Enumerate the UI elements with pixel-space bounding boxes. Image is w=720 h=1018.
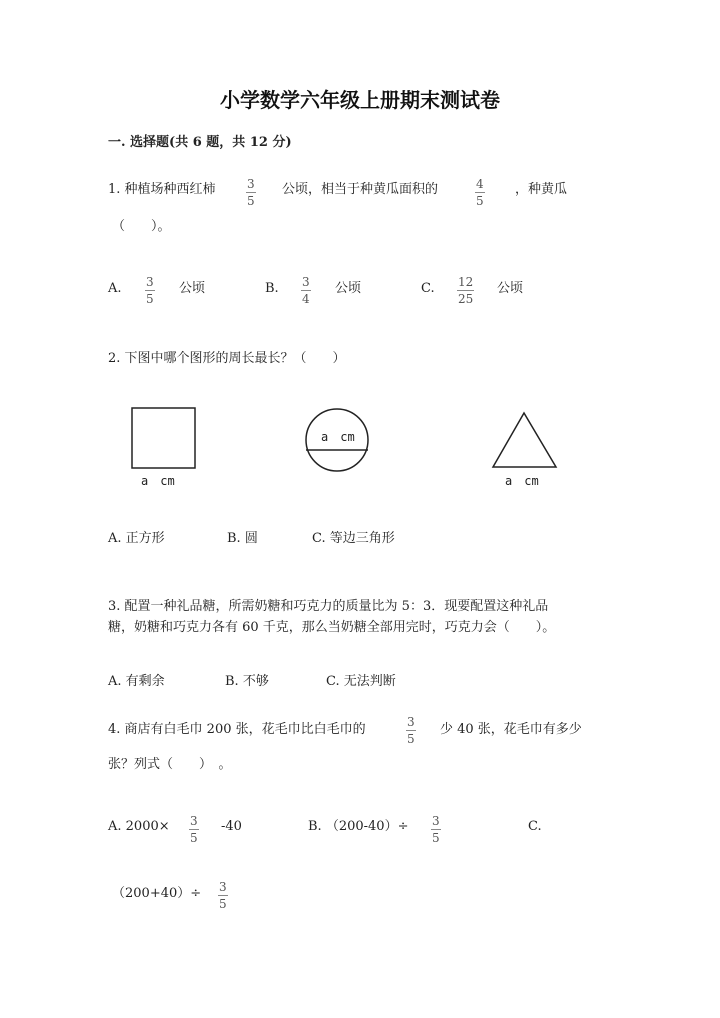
q4-option-c-text: （200+40）÷: [112, 886, 202, 901]
q4-option-a-suffix: -40: [221, 819, 242, 834]
q4-option-b-fraction: [431, 815, 441, 844]
numerator: 3: [432, 814, 440, 828]
denominator: 5: [146, 292, 154, 306]
q4-option-b-text: B. （200-40）÷: [308, 819, 409, 834]
q4-option-a-fraction: [189, 815, 199, 844]
denominator: 5: [432, 831, 440, 845]
q4-text-a: 4. 商店有白毛巾 200 张，花毛巾比白毛巾的: [108, 722, 366, 737]
q1-option-b-label: B.: [265, 281, 279, 296]
q4-option-a-text: A. 2000×: [108, 819, 170, 834]
circle-label: a cm: [321, 430, 355, 444]
q1-option-a-unit: 公顷: [179, 281, 206, 296]
q4-option-c-label: C.: [528, 819, 542, 834]
q2-option-c: C. 等边三角形: [312, 531, 395, 546]
numerator: 3: [407, 715, 415, 729]
q1-option-a-label: A.: [108, 281, 122, 296]
q1-option-c-unit: 公顷: [497, 281, 524, 296]
numerator: 4: [476, 177, 484, 191]
square-shape: [132, 408, 195, 468]
q1-text-b: 公顷，相当于种黄瓜面积的: [282, 182, 439, 197]
numerator: 3: [190, 814, 198, 828]
numerator: 3: [146, 275, 154, 289]
q3-line-2: 糖，奶糖和巧克力各有 60 千克，那么当奶糖全部用完时，巧克力会（ ）。: [108, 620, 556, 635]
denominator: 5: [476, 194, 484, 208]
q3-option-a: A. 有剩余: [108, 674, 165, 689]
q1-option-b-unit: 公顷: [335, 281, 362, 296]
q2-text: 2. 下图中哪个图形的周长最长？（ ）: [108, 351, 346, 366]
numerator: 3: [247, 177, 255, 191]
square-label: a cm: [141, 474, 175, 488]
page-title: 小学数学六年级上册期末测试卷: [220, 88, 500, 112]
triangle-label: a cm: [505, 474, 539, 488]
q1-option-c-label: C.: [421, 281, 435, 296]
q4-fraction: [406, 716, 416, 745]
denominator: 5: [219, 897, 227, 911]
q2-option-b: B. 圆: [227, 531, 258, 546]
q3-line-1: 3. 配置一种礼品糖，所需奶糖和巧克力的质量比为 5：3．现要配置这种礼品: [108, 599, 549, 614]
q1-text-a: 1. 种植场种西红柿: [108, 182, 216, 197]
denominator: 5: [190, 831, 198, 845]
q4-option-c-fraction: [218, 881, 228, 910]
denominator: 4: [302, 292, 310, 306]
q4-line-2: 张？列式（ ） 。: [108, 757, 232, 772]
triangle-shape: [493, 413, 556, 467]
q3-option-c: C. 无法判断: [326, 674, 396, 689]
numerator: 12: [458, 275, 474, 289]
denominator: 5: [247, 194, 255, 208]
q1-text-c: ，种黄瓜: [515, 182, 568, 197]
q3-option-b: B. 不够: [225, 674, 269, 689]
q2-option-a: A. 正方形: [108, 531, 165, 546]
numerator: 3: [219, 880, 227, 894]
q1-answer-blank: （ ）。: [112, 219, 171, 234]
q4-text-b: 少 40 张，花毛巾有多少: [440, 722, 582, 737]
denominator: 25: [458, 292, 474, 306]
denominator: 5: [407, 732, 415, 746]
section-heading: 一. 选择题(共 6 题，共 12 分): [108, 135, 292, 150]
numerator: 3: [302, 275, 310, 289]
